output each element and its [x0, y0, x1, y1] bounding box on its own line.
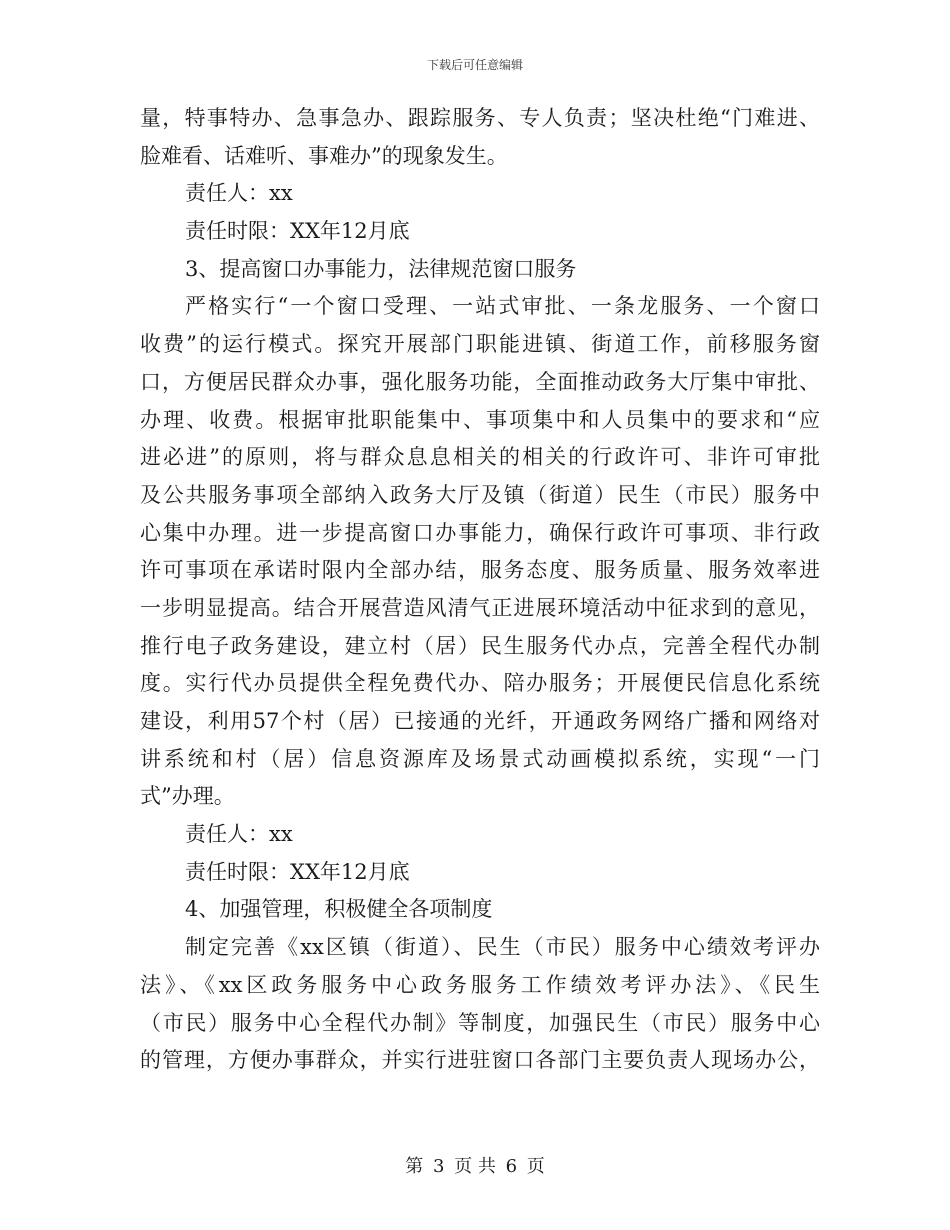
text-line: 进必进”的原则，将与群众息息相关的相关的行政许可、非许可审批	[140, 445, 820, 470]
footer-prefix: 第	[405, 1156, 424, 1177]
footer-suffix: 页	[526, 1156, 545, 1177]
text-line: 责任人：xx	[185, 822, 293, 847]
text-line: 办理、收费。根据审批职能集中、事项集中和人员集中的要求和“应	[140, 407, 820, 432]
text-line: 的管理，方便办事群众，并实行进驻窗口各部门主要负责人现场办公，	[140, 1048, 820, 1073]
text-line: 及公共服务事项全部纳入政务大厅及镇（街道）民生（市民）服务中	[140, 482, 820, 507]
current-page-number: 3	[432, 1156, 445, 1177]
header-note: 下载后可任意编辑	[426, 58, 523, 72]
text-line: 度。实行代办员提供全程免费代办、陪办服务；开展便民信息化系统	[140, 671, 820, 696]
footer-middle: 页 共	[454, 1156, 496, 1177]
text-line: 责任时限：XX年12月底	[185, 219, 410, 244]
text-line: 3、提高窗口办事能力，法律规范窗口服务	[185, 256, 577, 281]
text-line: （市民）服务中心全程代办制》等制度，加强民生（市民）服务中心	[140, 1010, 820, 1035]
text-line: 制定完善《xx区镇（街道）、民生（市民）服务中心绩效考评办	[185, 935, 820, 960]
page-footer	[0, 1152, 950, 1178]
text-line: 心集中办理。进一步提高窗口办事能力，确保行政许可事项、非行政	[140, 520, 820, 545]
text-line: 法》、《xx区政务服务中心政务服务工作绩效考评办法》、《民生	[140, 972, 820, 997]
text-line: 一步明显提高。结合开展营造风清气正进展环境活动中征求到的意见，	[140, 595, 820, 620]
text-line: 口，方便居民群众办事，强化服务功能，全面推动政务大厅集中审批、	[140, 369, 820, 394]
total-page-count: 6	[505, 1156, 518, 1177]
text-line: 量，特事特办、急事急办、跟踪服务、专人负责；坚决杜绝“门难进、	[140, 106, 820, 130]
text-line: 责任人：xx	[185, 181, 293, 206]
text-line: 讲系统和村（居）信息资源库及场景式动画模拟系统，实现“一门	[140, 746, 820, 771]
text-line: 推行电子政务建设，建立村（居）民生服务代办点，完善全程代办制	[140, 633, 820, 658]
text-line: 严格实行“一个窗口受理、一站式审批、一条龙服务、一个窗口	[185, 294, 820, 319]
text-line: 式”办理。	[140, 784, 235, 809]
text-line: 脸难看、话难听、事难办”的现象发生。	[140, 143, 508, 168]
text-line: 许可事项在承诺时限内全部办结，服务态度、服务质量、服务效率进	[140, 558, 820, 583]
text-line: 收费”的运行模式。探究开展部门职能进镇、街道工作，前移服务窗	[140, 332, 820, 357]
document-body	[140, 100, 820, 1080]
text-line: 建设，利用57个村（居）已接通的光纤，开通政务网络广播和网络对	[140, 709, 820, 733]
text-line: 责任时限：XX年12月底	[185, 859, 410, 884]
text-line: 4、加强管理，积极健全各项制度	[185, 897, 493, 922]
